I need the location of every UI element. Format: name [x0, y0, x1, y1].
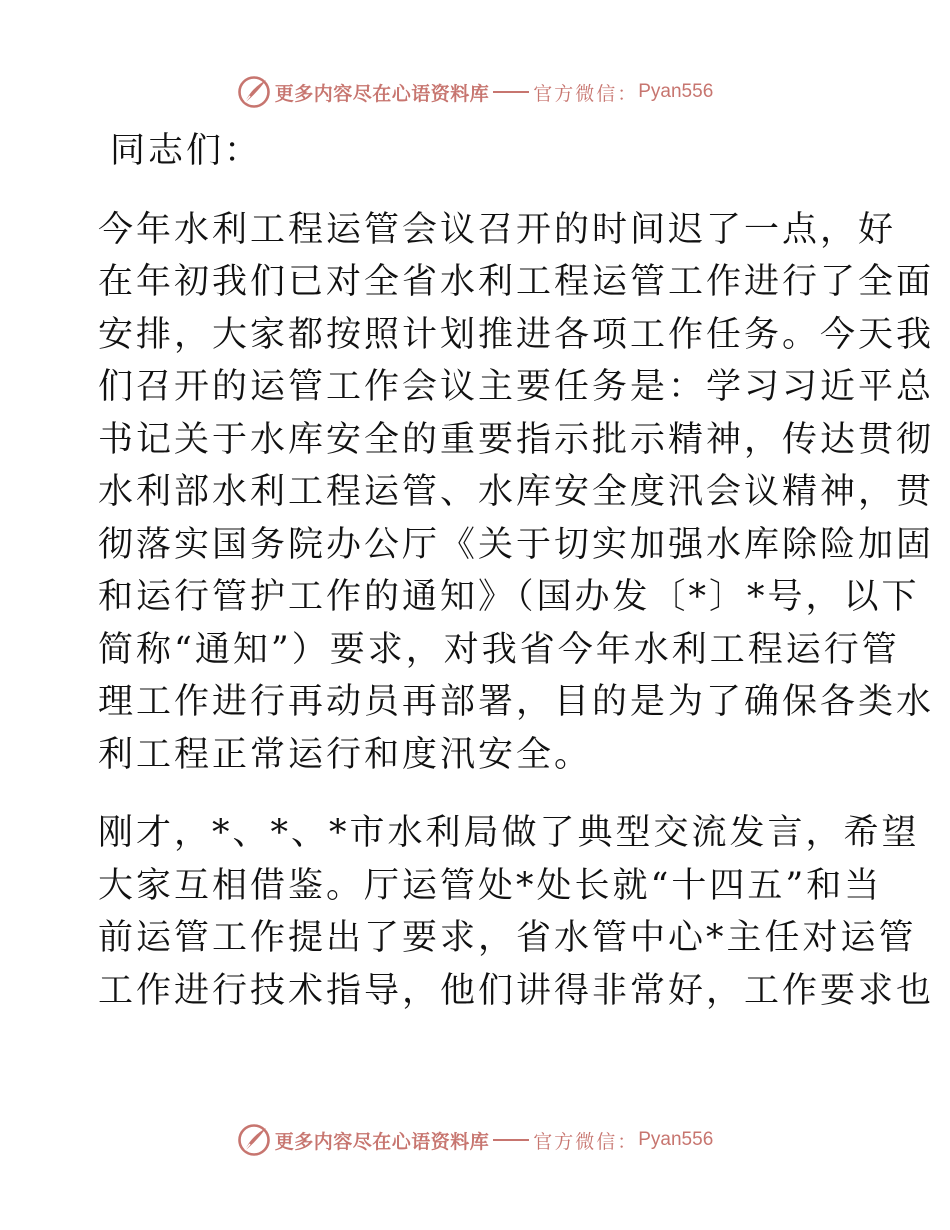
- text-line: 在年初我们已对全省水利工程运管工作进行了全面: [98, 262, 935, 302]
- text-line: 书记关于水库安全的重要指示批示精神，传达贯彻: [98, 419, 935, 460]
- text-line: 理工作进行再动员再部署，目的是为了确保各类水: [98, 682, 935, 722]
- text-line: 安排，大家都按照计划推进各项工作任务。今天我: [98, 314, 935, 355]
- quill-pen-logo-icon: [237, 75, 271, 109]
- watermark-official-label: 官方微信：: [533, 82, 639, 105]
- header-watermark: [0, 72, 950, 112]
- salutation: 同志们：: [110, 131, 263, 171]
- watermark-brand-text: 更多内容尽在心语资料库: [274, 1130, 490, 1153]
- quill-pen-logo-icon: [237, 1123, 271, 1157]
- paragraph-1: [98, 204, 935, 782]
- watermark-official-label: 官方微信：: [533, 1130, 639, 1153]
- text-line: 水利部水利工程运管、水库安全度汛会议精神，贯: [98, 472, 935, 512]
- watermark-divider: [493, 1139, 529, 1141]
- text-line: 刚才，*、*、*市水利局做了典型交流发言，希望: [98, 813, 920, 853]
- watermark-brand-text: 更多内容尽在心语资料库: [274, 82, 490, 105]
- text-line: 工作进行技术指导，他们讲得非常好，工作要求也: [98, 970, 935, 1011]
- footer-watermark: [0, 1120, 950, 1160]
- text-line: 彻落实国务院办公厅《关于切实加强水库除险加固: [98, 524, 935, 565]
- text-line: 简称“通知”）要求，对我省今年水利工程运行管: [98, 629, 900, 670]
- document-body: [98, 125, 935, 1017]
- paragraph-2: [98, 807, 935, 1017]
- paragraph-gap: [98, 781, 858, 807]
- text-line: 和运行管护工作的通知》（国办发〔*〕*号，以下: [98, 577, 920, 617]
- text-line: 今年水利工程运管会议召开的时间迟了一点，好: [98, 209, 897, 250]
- text-line: 前运管工作提出了要求，省水管中心*主任对运管: [98, 918, 917, 958]
- text-line: 利工程正常运行和度汛安全。: [98, 734, 593, 775]
- watermark-account-id: Pyan556: [638, 1129, 714, 1150]
- text-line: 们召开的运管工作会议主要任务是：学习习近平总: [98, 367, 935, 407]
- text-line: 大家互相借鉴。厅运管处*处长就“十四五”和当: [98, 865, 883, 906]
- paragraph-gap: [98, 178, 858, 204]
- watermark-divider: [493, 91, 529, 93]
- watermark-account-id: Pyan556: [638, 81, 714, 102]
